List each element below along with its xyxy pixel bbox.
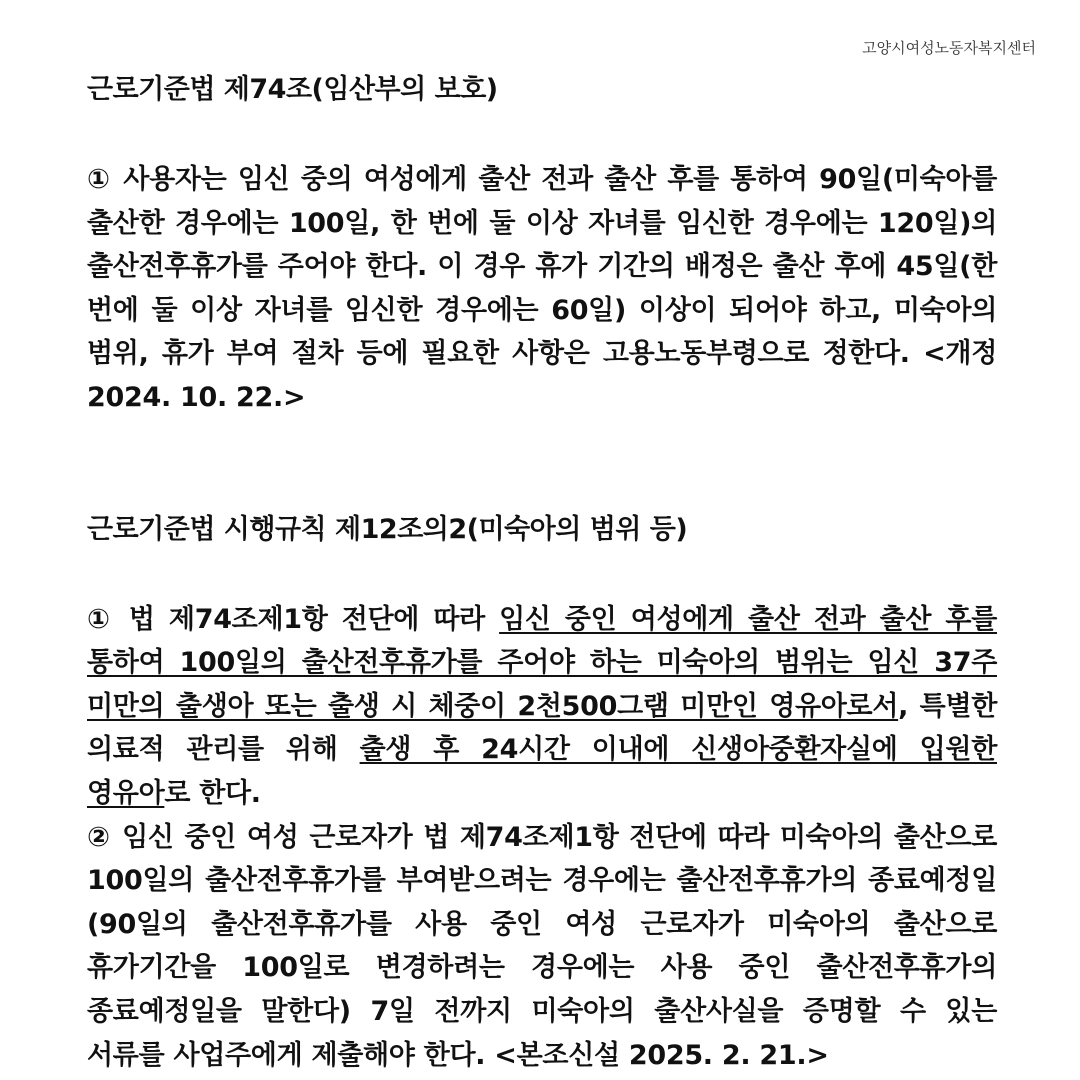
clause1-middle: , 특별한 의료적 관리를 위해 [87, 690, 998, 766]
spacer [87, 420, 997, 506]
section1-title: 근로기준법 제74조(임산부의 보호) [87, 74, 498, 105]
document-body [87, 66, 997, 1077]
spacer [87, 554, 997, 598]
section1-clause1: ① 사용자는 임신 중의 여성에게 출산 전과 출산 후를 통하여 90일(미숙아를 출산한 경우에는 100일, 한 번에 둘 이상 자녀를 임신한 경우에는 120일)의 출산전후휴가를 주어야 한다. 이 경우 휴가 기간의 배정은 출산 후에 45일(한 번에 둘 이상 자녀를 임신한 경우에는 60일) 이상이 되어야 하고, 미숙아의 범위, 휴가 부여 절차 등에 필요한 사항은 고용노동부령으로 정한다. <개정 2024. 10. 22.> [87, 164, 997, 413]
organization-name: 고양시여성노동자복지센터 [862, 39, 1036, 57]
clause1-underline-range: 임신 중인 여성에게 출산 전과 출산 후를 통하여 100일의 출산전후휴가를 주어야 하는 미숙아의 범위는 임신 37주 미만의 출생아 또는 출생 시 체중이 2천500그램 미만인 영유아로서 [87, 603, 997, 722]
clause1-lead: ① 법 제74조제1항 전단에 따라 [87, 603, 500, 635]
section2-clause1 [87, 598, 997, 816]
clause1-tail: 로 한다. [164, 777, 261, 809]
spacer [87, 114, 997, 158]
section2-clause2: ② 임신 중인 여성 근로자가 법 제74조제1항 전단에 따라 미숙아의 출산으로 100일의 출산전후휴가를 부여받으려는 경우에는 출산전후휴가의 종료예정일(90일의 출산전후휴가를 사용 중인 여성 근로자가 미숙아의 출산으로 휴가기간을 100일로 변경하려는 경우에는 사용 중인 출산전후휴가의 종료예정일을 말한다) 7일 전까지 미숙아의 출산사실을 증명할 수 있는 서류를 사업주에게 제출해야 한다. <본조신설 2025. 2. 21.> [87, 821, 997, 1071]
section2-title: 근로기준법 시행규칙 제12조의2(미숙아의 범위 등) [87, 513, 688, 545]
clause1-underline-nicu: 출생 후 24시간 이내에 신생아중환자실에 입원한 영유아 [87, 734, 997, 809]
